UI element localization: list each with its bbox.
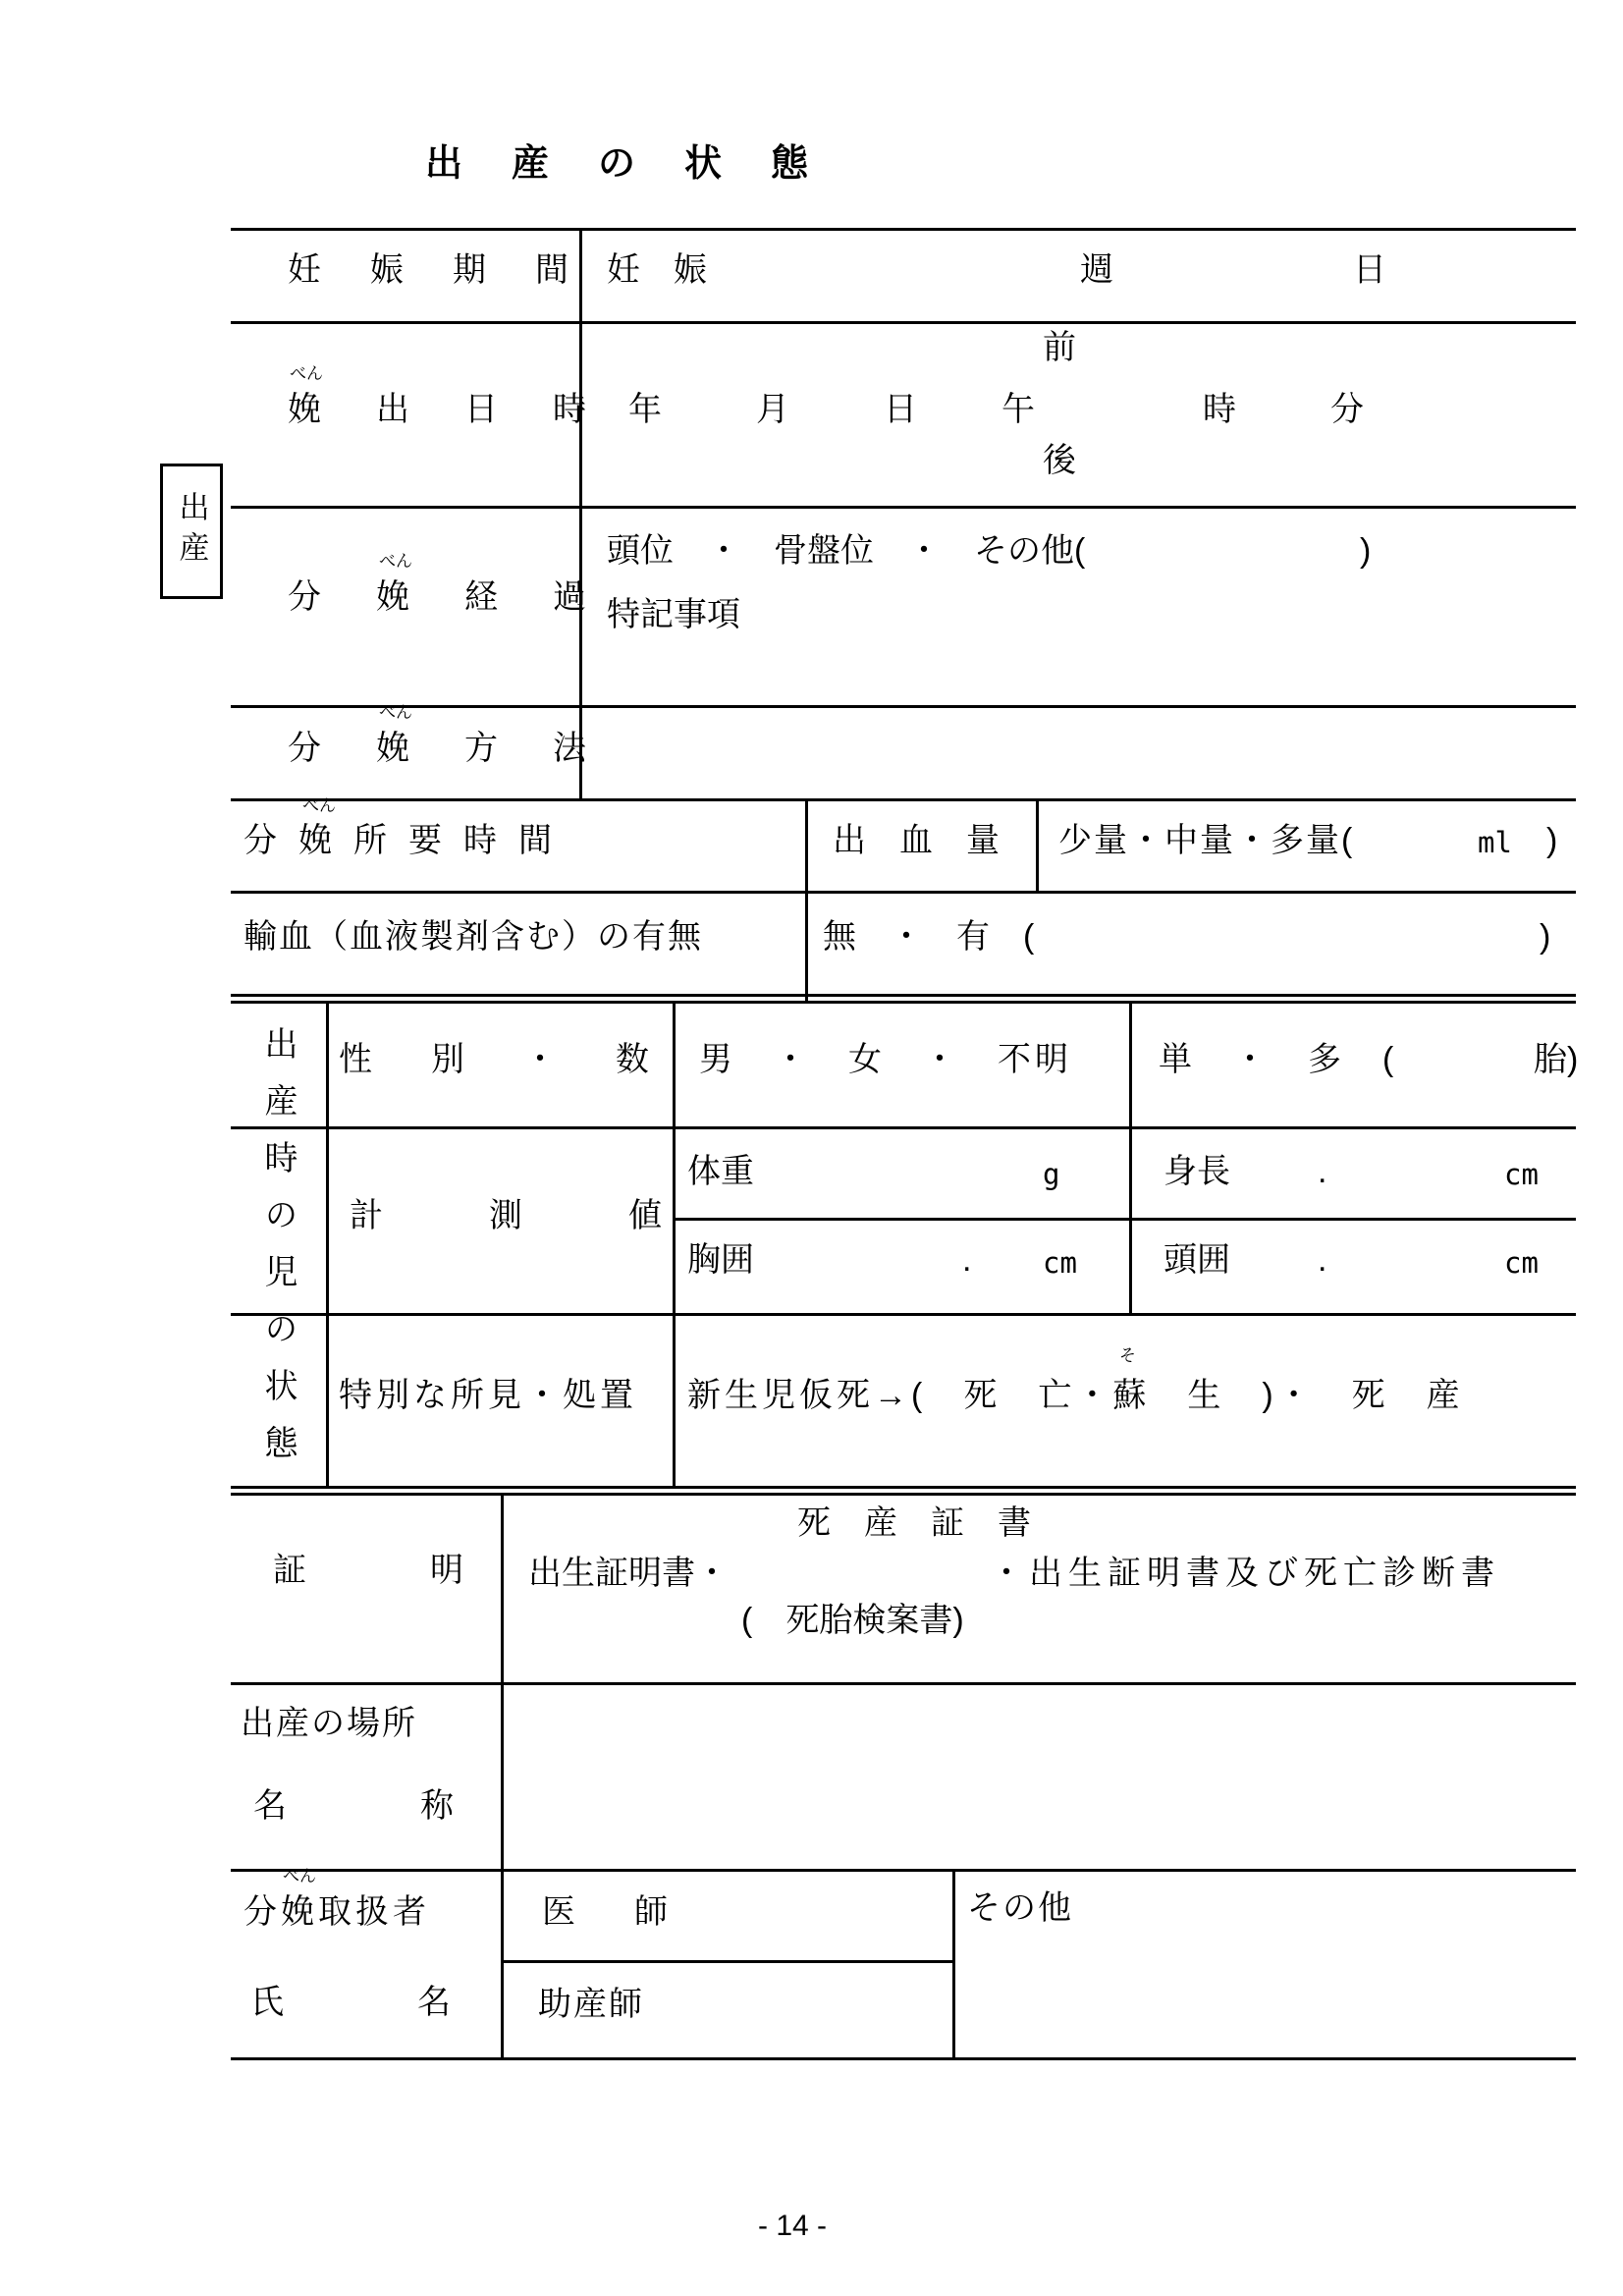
label-delivery-duration: 分娩所要時間 [243, 822, 573, 859]
field-hour: 時 [1203, 391, 1236, 428]
label-delivery-datetime: 娩 出 日 時 [288, 391, 597, 428]
rule-v-d-mid [952, 1869, 955, 2057]
option-midwife: 助産師 [538, 1986, 644, 2023]
furigana-ben-delivery-duration: べん [302, 796, 336, 815]
label-blood-loss: 出 血 量 [833, 822, 1000, 859]
label-height: 身長 [1163, 1153, 1230, 1190]
label-chest: 胸囲 [687, 1241, 754, 1279]
option-blood-amount-close: ) [1546, 822, 1558, 859]
rule-b2-bottom [231, 1313, 1576, 1316]
side-label-text: 出産 [174, 491, 209, 572]
label-certification: 証 明 [273, 1552, 469, 1589]
label-special-notes: 特記事項 [607, 596, 740, 633]
field-pregnancy-weeks: 週 [1080, 251, 1113, 289]
height-decimal-dot: . [1318, 1153, 1327, 1190]
rule-d-split [501, 1960, 952, 1963]
furigana-ben-attendant: べん [283, 1867, 316, 1886]
rule-r4-bottom [231, 798, 1576, 801]
head-decimal-dot: . [1318, 1241, 1327, 1279]
rule-v-b-mid [1129, 1001, 1132, 1313]
field-pregnancy-days: 日 [1353, 251, 1386, 289]
rule-v-b-side [326, 1001, 329, 1486]
option-presentation: 頭位 ・ 骨盤位 ・ その他( [607, 532, 1086, 570]
label-facility-name: 名 称 [253, 1787, 454, 1825]
side-label-child-state: 出産時の児の状態 [259, 1026, 297, 1482]
rule-bottom [231, 2057, 1576, 2060]
furigana-ben-delivery-method: べん [379, 703, 412, 722]
label-measurements: 計測値 [350, 1197, 768, 1234]
rule-sectionA-double-2 [231, 1001, 1576, 1004]
label-head: 頭囲 [1163, 1241, 1230, 1279]
rule-sectionB-double-2 [231, 1493, 1576, 1496]
page-title: 出 産 の 状 態 [425, 143, 815, 185]
rule-b2-split [673, 1218, 1576, 1221]
rule-c1-bottom [231, 1682, 1576, 1685]
rule-sectionA-double-1 [231, 994, 1576, 997]
unit-cm-head: cm [1504, 1246, 1539, 1280]
rule-r2-bottom [231, 506, 1576, 509]
option-sex: 男 ・ 女 ・ 不明 [699, 1041, 1072, 1078]
field-month: 月 [756, 391, 789, 428]
rule-v-a-label [579, 228, 582, 798]
label-sex-number: 性別・数 [339, 1041, 708, 1078]
unit-cm-height: cm [1504, 1158, 1539, 1191]
option-transfusion-close: ) [1540, 918, 1551, 956]
furigana-ben-delivery-course: べん [379, 552, 412, 571]
rule-c2-bottom [231, 1869, 1576, 1872]
unit-g: g [1043, 1158, 1060, 1191]
label-delivery-course: 分 娩 経 過 [288, 578, 597, 616]
option-fetal-examination: ( 死胎検案書) [741, 1602, 964, 1639]
label-weight: 体重 [687, 1153, 754, 1190]
rule-v-c-label [501, 1493, 504, 2057]
rule-r5-bottom [231, 891, 1576, 894]
rule-r3-bottom [231, 705, 1576, 708]
field-year: 年 [628, 391, 662, 428]
label-birth-attendant: 分娩取扱者 [243, 1893, 430, 1931]
side-label-box [160, 464, 223, 599]
option-presentation-close: ) [1360, 532, 1372, 570]
rule-v-a5-cell [805, 798, 808, 1001]
option-single-multiple: 単 ・ 多 ( [1159, 1041, 1398, 1078]
furigana-so-resuscitation: そ [1119, 1346, 1136, 1365]
label-special-findings: 特別な所見・処置 [339, 1377, 637, 1414]
field-am: 前 [1043, 329, 1076, 366]
label-birth-place: 出産の場所 [241, 1705, 417, 1742]
option-doctor: 医 師 [542, 1893, 680, 1931]
page-number: - 14 - [758, 2210, 828, 2242]
rule-sectionB-double-1 [231, 1486, 1576, 1489]
option-neonatal-asphyxia: 新生児仮死→( 死 亡・蘇 生 )・ 死 産 [687, 1377, 1464, 1414]
option-other-attendant: その他 [967, 1889, 1073, 1927]
label-pregnancy-period: 妊 娠 期 間 [288, 251, 576, 289]
label-delivery-method: 分 娩 方 法 [288, 730, 597, 767]
option-birth-and-death-certificate: ・出生証明書及び死亡診断書 [990, 1555, 1500, 1592]
option-stillbirth-certificate: 死 産 証 書 [797, 1504, 1031, 1542]
field-pregnancy-ninshin: 妊 娠 [607, 251, 707, 289]
rule-top [231, 228, 1576, 231]
label-transfusion: 輸血（血液製剤含む）の有無 [243, 918, 703, 956]
option-transfusion: 無 ・ 有 ( [823, 918, 1035, 956]
rule-b1-bottom [231, 1126, 1576, 1129]
rule-v-a5-blood [1036, 798, 1039, 891]
rule-r1-bottom [231, 321, 1576, 324]
unit-cm-chest: cm [1043, 1246, 1077, 1280]
unit-ml: ml [1478, 826, 1512, 859]
label-attendant-name: 氏 名 [250, 1984, 451, 2021]
chest-decimal-dot: . [962, 1241, 972, 1279]
option-birth-certificate: 出生証明書・ [528, 1555, 729, 1592]
field-minute: 分 [1330, 391, 1364, 428]
option-single-multiple-tai: 胎) [1534, 1041, 1579, 1078]
furigana-ben-delivery-datetime: べん [290, 364, 323, 383]
field-pm: 後 [1043, 442, 1076, 479]
field-go: 午 [1001, 391, 1035, 428]
field-day: 日 [884, 391, 917, 428]
option-blood-amount: 少量・中量・多量( [1058, 822, 1355, 859]
